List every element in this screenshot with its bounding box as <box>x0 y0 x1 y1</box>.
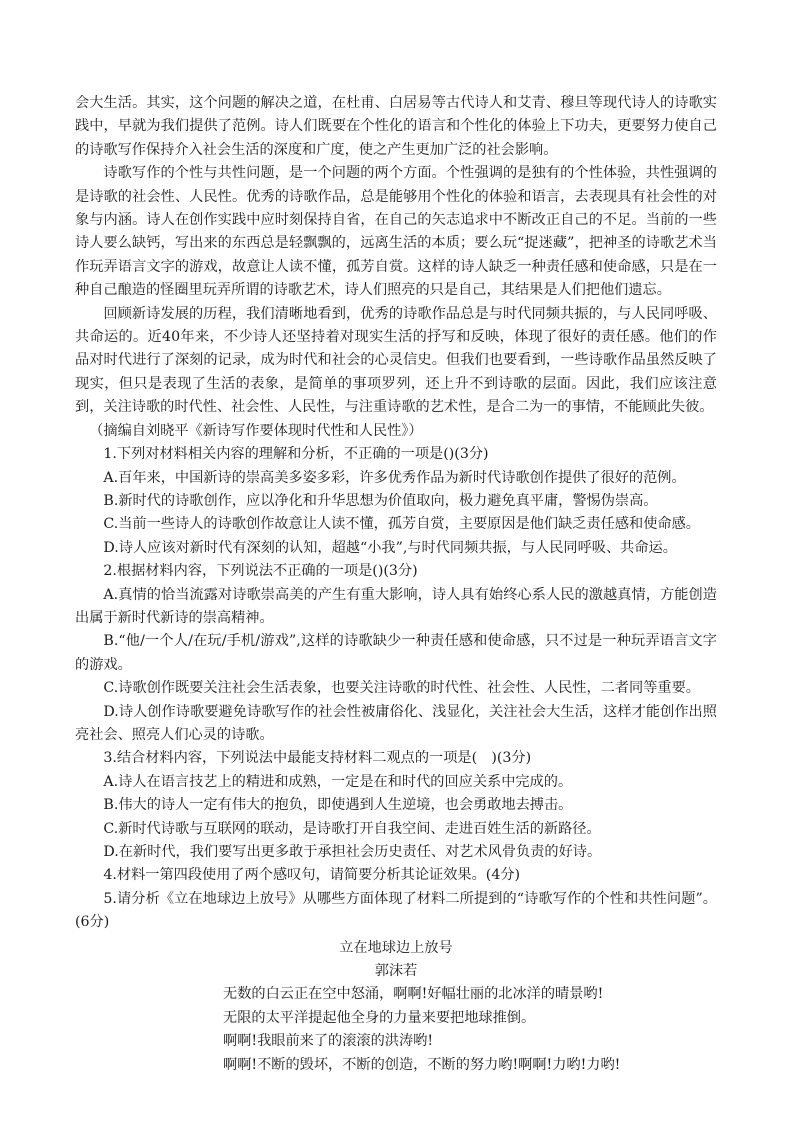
paragraph-continued: 会大生活。其实，这个问题的解决之道，在杜甫、白居易等古代诗人和艾青、穆旦等现代诗人的诗歌实践中，早就为我们提供了范例。诗人们既要在个性化的语言和个性化的体验上下功夫，更要努力使自己的诗歌写作保持介入社会生活的深度和广度，使之产生更加广泛的社会影响。 <box>75 95 717 158</box>
paragraph: 回顾新诗发展的历程，我们清晰地看到，优秀的诗歌作品总是与时代同频共振的，与人民同呼吸、共命运的。近40年来，不少诗人还坚持着对现实生活的抒写和反映，体现了很好的责任感。他们的作品对时代进行了深刻的记录，成为时代和社会的心灵信史。但我们也要看到，一些诗歌作品虽然反映了现实，但只是表现了生活的表象，是简单的事项罗列，还上升不到诗歌的层面。因此，我们应该注意到，关注诗歌的时代性、社会性、人民性，与注重诗歌的艺术性，是合二为一的事情，不能顾此失彼。 <box>75 305 717 416</box>
question-1-option-d: D.诗人应该对新时代有深刻的认知，超越“小我”,与时代同频共振，与人民同呼吸、共命运。 <box>103 539 677 556</box>
question-3-option-d: D.在新时代，我们要写出更多敢于承担社会历史责任、对艺术风骨负责的好诗。 <box>103 844 602 860</box>
question-3-stem: 3.结合材料内容，下列说法中最能支持材料二观点的一项是( )(3分) <box>103 750 532 767</box>
question-1-option-b: B.新时代的诗歌创作，应以净化和升华思想为价值取向，极力避免真平庸，警惕伪崇高。 <box>103 492 658 509</box>
document-page <box>75 92 717 1077</box>
paragraph: 诗歌写作的个性与共性问题，是一个问题的两个方面。个性强调的是独有的个性体验，共性强调的是诗歌的社会性、人民性。优秀的诗歌作品，总是能够用个性化的体验和语言，去表现具有社会性的对象与内涵。诗人在创作实践中应时刻保持自省，在自己的矢志追求中不断改正自己的不足。当前的一些诗人要么缺钙，写出来的东西总是轻飘飘的，远离生活的本质；要么玩“捉迷藏”，把神圣的诗歌艺术当作玩弄语言文字的游戏，故意让人读不懂，孤芳自赏。这样的诗人缺乏一种责任感和使命感，只是在一种自己酿造的怪圈里玩弄所谓的诗歌艺术，诗人们照亮的只是自己，其结果是人们把他们遗忘。 <box>75 165 717 299</box>
question-5: 5.请分析《立在地球边上放号》从哪些方面体现了材料二所提到的“诗歌写作的个性和共性问题”。(6分) <box>75 890 717 931</box>
question-2-option-c: C.诗歌创作既要关注社会生活表象，也要关注诗歌的时代性、社会性、人民性，二者同等重要。 <box>103 680 700 697</box>
poem-line: 啊啊!我眼前来了的滚滚的洪涛哟! <box>223 1033 434 1050</box>
source-citation: （摘编自刘晓平《新诗写作要体现时代性和人民性》） <box>89 422 423 439</box>
poem-body <box>223 983 717 1077</box>
question-2-option-b: B.“他/一个人/在玩/手机/游戏”,这样的诗歌缺少一种责任感和使命感，只不过是一种玩弄语言文字的游戏。 <box>75 633 717 673</box>
poem-title: 立在地球边上放号 <box>339 939 453 956</box>
question-1-option-a: A.百年来，中国新诗的崇高美多姿多彩，许多优秀作品为新时代诗歌创作提供了很好的范例。 <box>103 469 686 486</box>
question-2-stem: 2.根据材料内容，下列说法不正确的一项是()(3分) <box>103 563 418 580</box>
question-2-option-a: A.真情的恰当流露对诗歌崇高美的产生有重大影响，诗人具有始终心系人民的激越真情，方能创造出属于新时代新诗的崇高精神。 <box>75 586 717 626</box>
poem-line: 啊啊!不断的毁坏，不断的创造，不断的努力哟!啊啊!力哟!力哟! <box>223 1056 621 1073</box>
question-2-option-d: D.诗人创作诗歌要避免诗歌写作的社会性被庸俗化、浅显化，关注社会大生活，这样才能创作出照亮社会、照亮人们心灵的诗歌。 <box>75 703 717 743</box>
question-3-option-c: C.新时代诗歌与互联网的联动，是诗歌打开自我空间、走进百姓生活的新路径。 <box>103 820 601 837</box>
question-3-option-a: A.诗人在语言技艺上的精进和成熟，一定是在和时代的回应关系中完成的。 <box>103 773 573 790</box>
question-1-stem: 1.下列对材料相关内容的理解和分析，不正确的一项是()(3分) <box>103 446 489 463</box>
question-3-option-b: B.伟大的诗人一定有伟大的抱负，即使遇到人生逆境，也会勇敢地去搏击。 <box>103 797 573 814</box>
poem-line: 无数的白云正在空中怒涌，啊啊!好幅壮丽的北冰洋的晴景哟! <box>223 986 604 1003</box>
poem-author: 郭沫若 <box>374 963 418 980</box>
question-1-option-c: C.当前一些诗人的诗歌创作故意让人读不懂，孤芳自赏，主要原因是他们缺乏责任感和使命感。 <box>103 516 700 533</box>
poem-line: 无限的太平洋提起他全身的力量来要把地球推倒。 <box>223 1009 536 1026</box>
question-4: 4.材料一第四段使用了两个感叹句，请简要分析其论证效果。(4分) <box>103 867 521 884</box>
